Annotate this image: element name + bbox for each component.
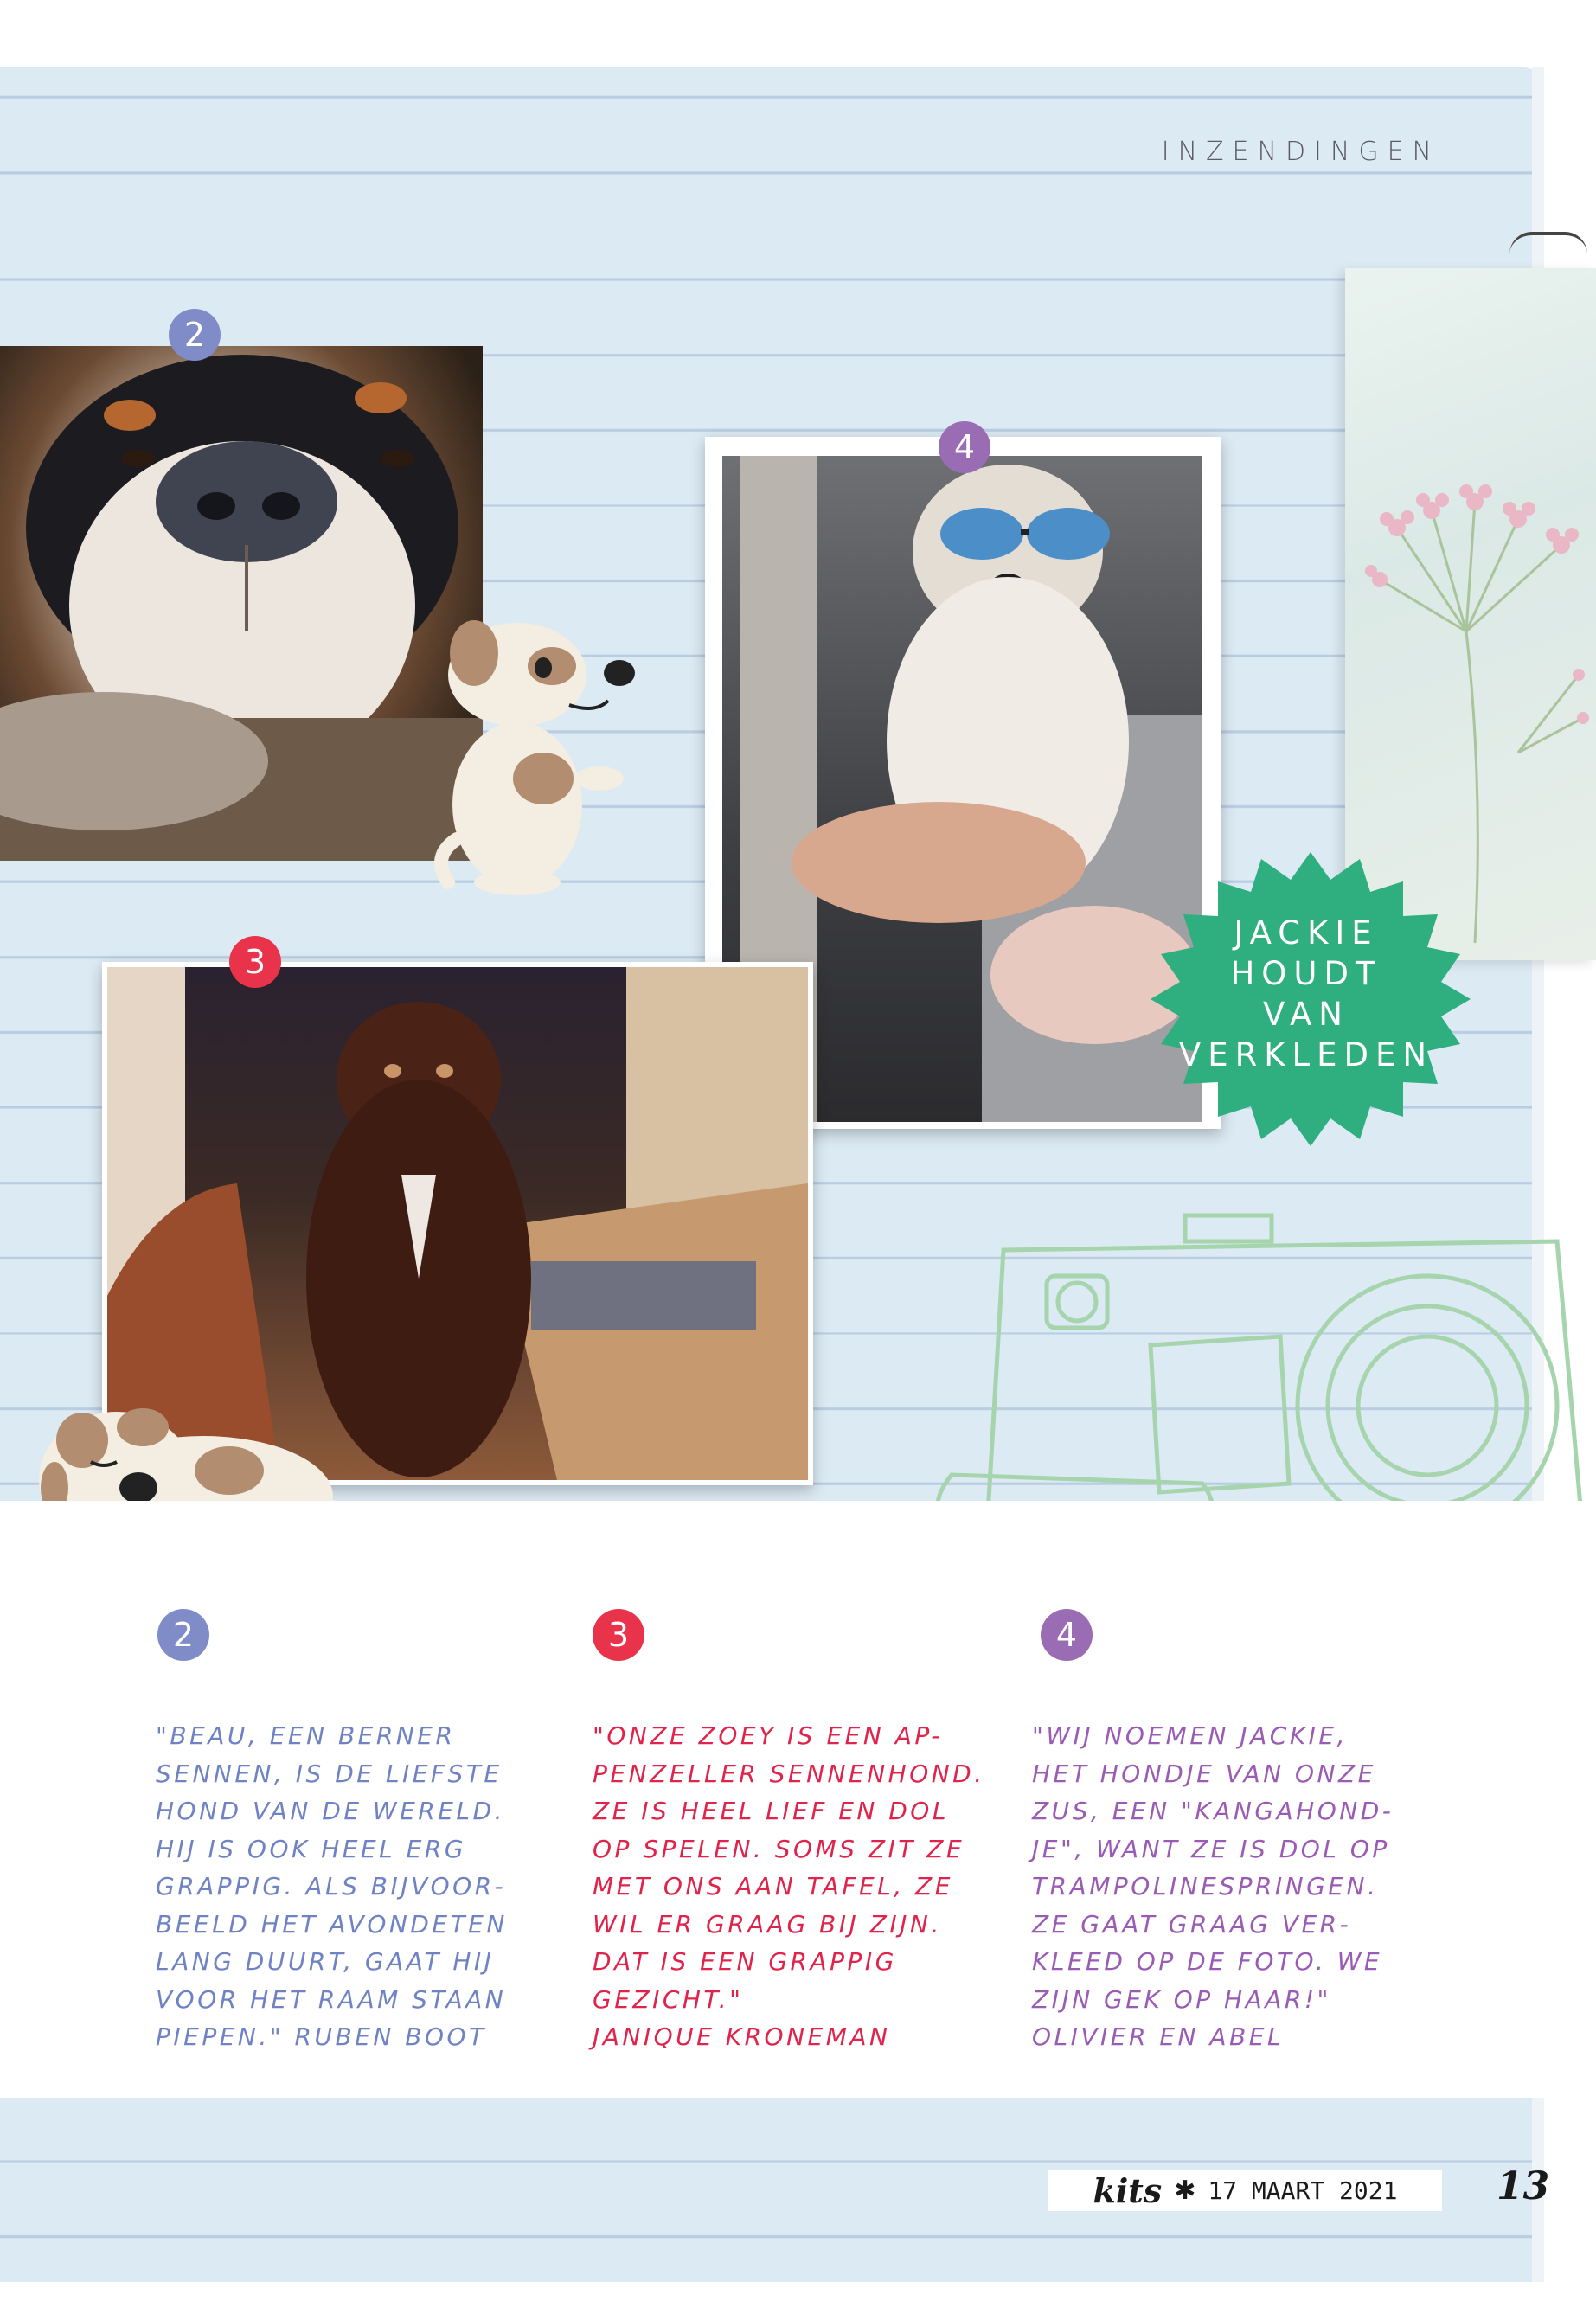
page-number: 13 (1497, 2164, 1550, 2208)
submission-text: "ONZE ZOEY IS EEN AP- PENZELLER SENNENHOND. ZE IS HEEL LIEF EN DOL OP SPELEN. SOMS ZIT ZE MET ONS AAN TAFEL, ZE WIL ER GRAAG BIJ ZIJN. DAT IS EEN GRAPPIG GEZICHT." JANIQUE KRONEMAN (593, 1721, 985, 2051)
submission-text: "WIJ NOEMEN JACKIE, HET HONDJE VAN ONZE ZUS, EEN "KANGAHOND- JE", WANT ZE IS DOL OP TRAMPOLINESPRINGEN. ZE GAAT GRAAG VER- KLEED OP DE FOTO. WE ZIJN GEK OP HAAR!" OLIVIER EN ABEL (1032, 1721, 1394, 2051)
section-label: INZENDINGEN (1161, 137, 1440, 167)
photo-number-badge: 2 (169, 309, 221, 361)
dog-face-illustration (0, 346, 483, 861)
submission-caption-zoey (593, 1717, 1025, 2056)
photo-number-badge: 3 (229, 936, 281, 988)
caption-number-badge: 4 (1041, 1609, 1093, 1661)
cartoon-dog-sitting-icon (422, 606, 638, 900)
magazine-brand: kits (1093, 2170, 1163, 2210)
submission-caption-jackie (1032, 1717, 1465, 2056)
badge-text: JACKIE HOUDT VAN VERKLEDEN (1178, 914, 1434, 1074)
page-footer (1048, 2170, 1442, 2211)
caption-number-badge: 3 (593, 1609, 644, 1661)
issue-date: 17 MAART 2021 (1208, 2176, 1398, 2205)
submission-text: "BEAU, EEN BERNER SENNEN, IS DE LIEFSTE HOND VAN DE WERELD. HIJ IS OOK HEEL ERG GRAPPIG. ALS BIJVOOR- BEELD HET AVONDETEN LANG DUURT, GAAT HIJ VOOR HET RAAM STAAN PIEPEN." RUBEN BOOT (156, 1721, 508, 2051)
photo-beau (0, 346, 483, 861)
caption-number-badge: 2 (157, 1609, 209, 1661)
star-icon: ✱ (1174, 2175, 1196, 2206)
submission-caption-beau (156, 1717, 588, 2056)
paperclip-icon (1509, 232, 1587, 254)
photo-number-badge: 4 (939, 421, 990, 473)
